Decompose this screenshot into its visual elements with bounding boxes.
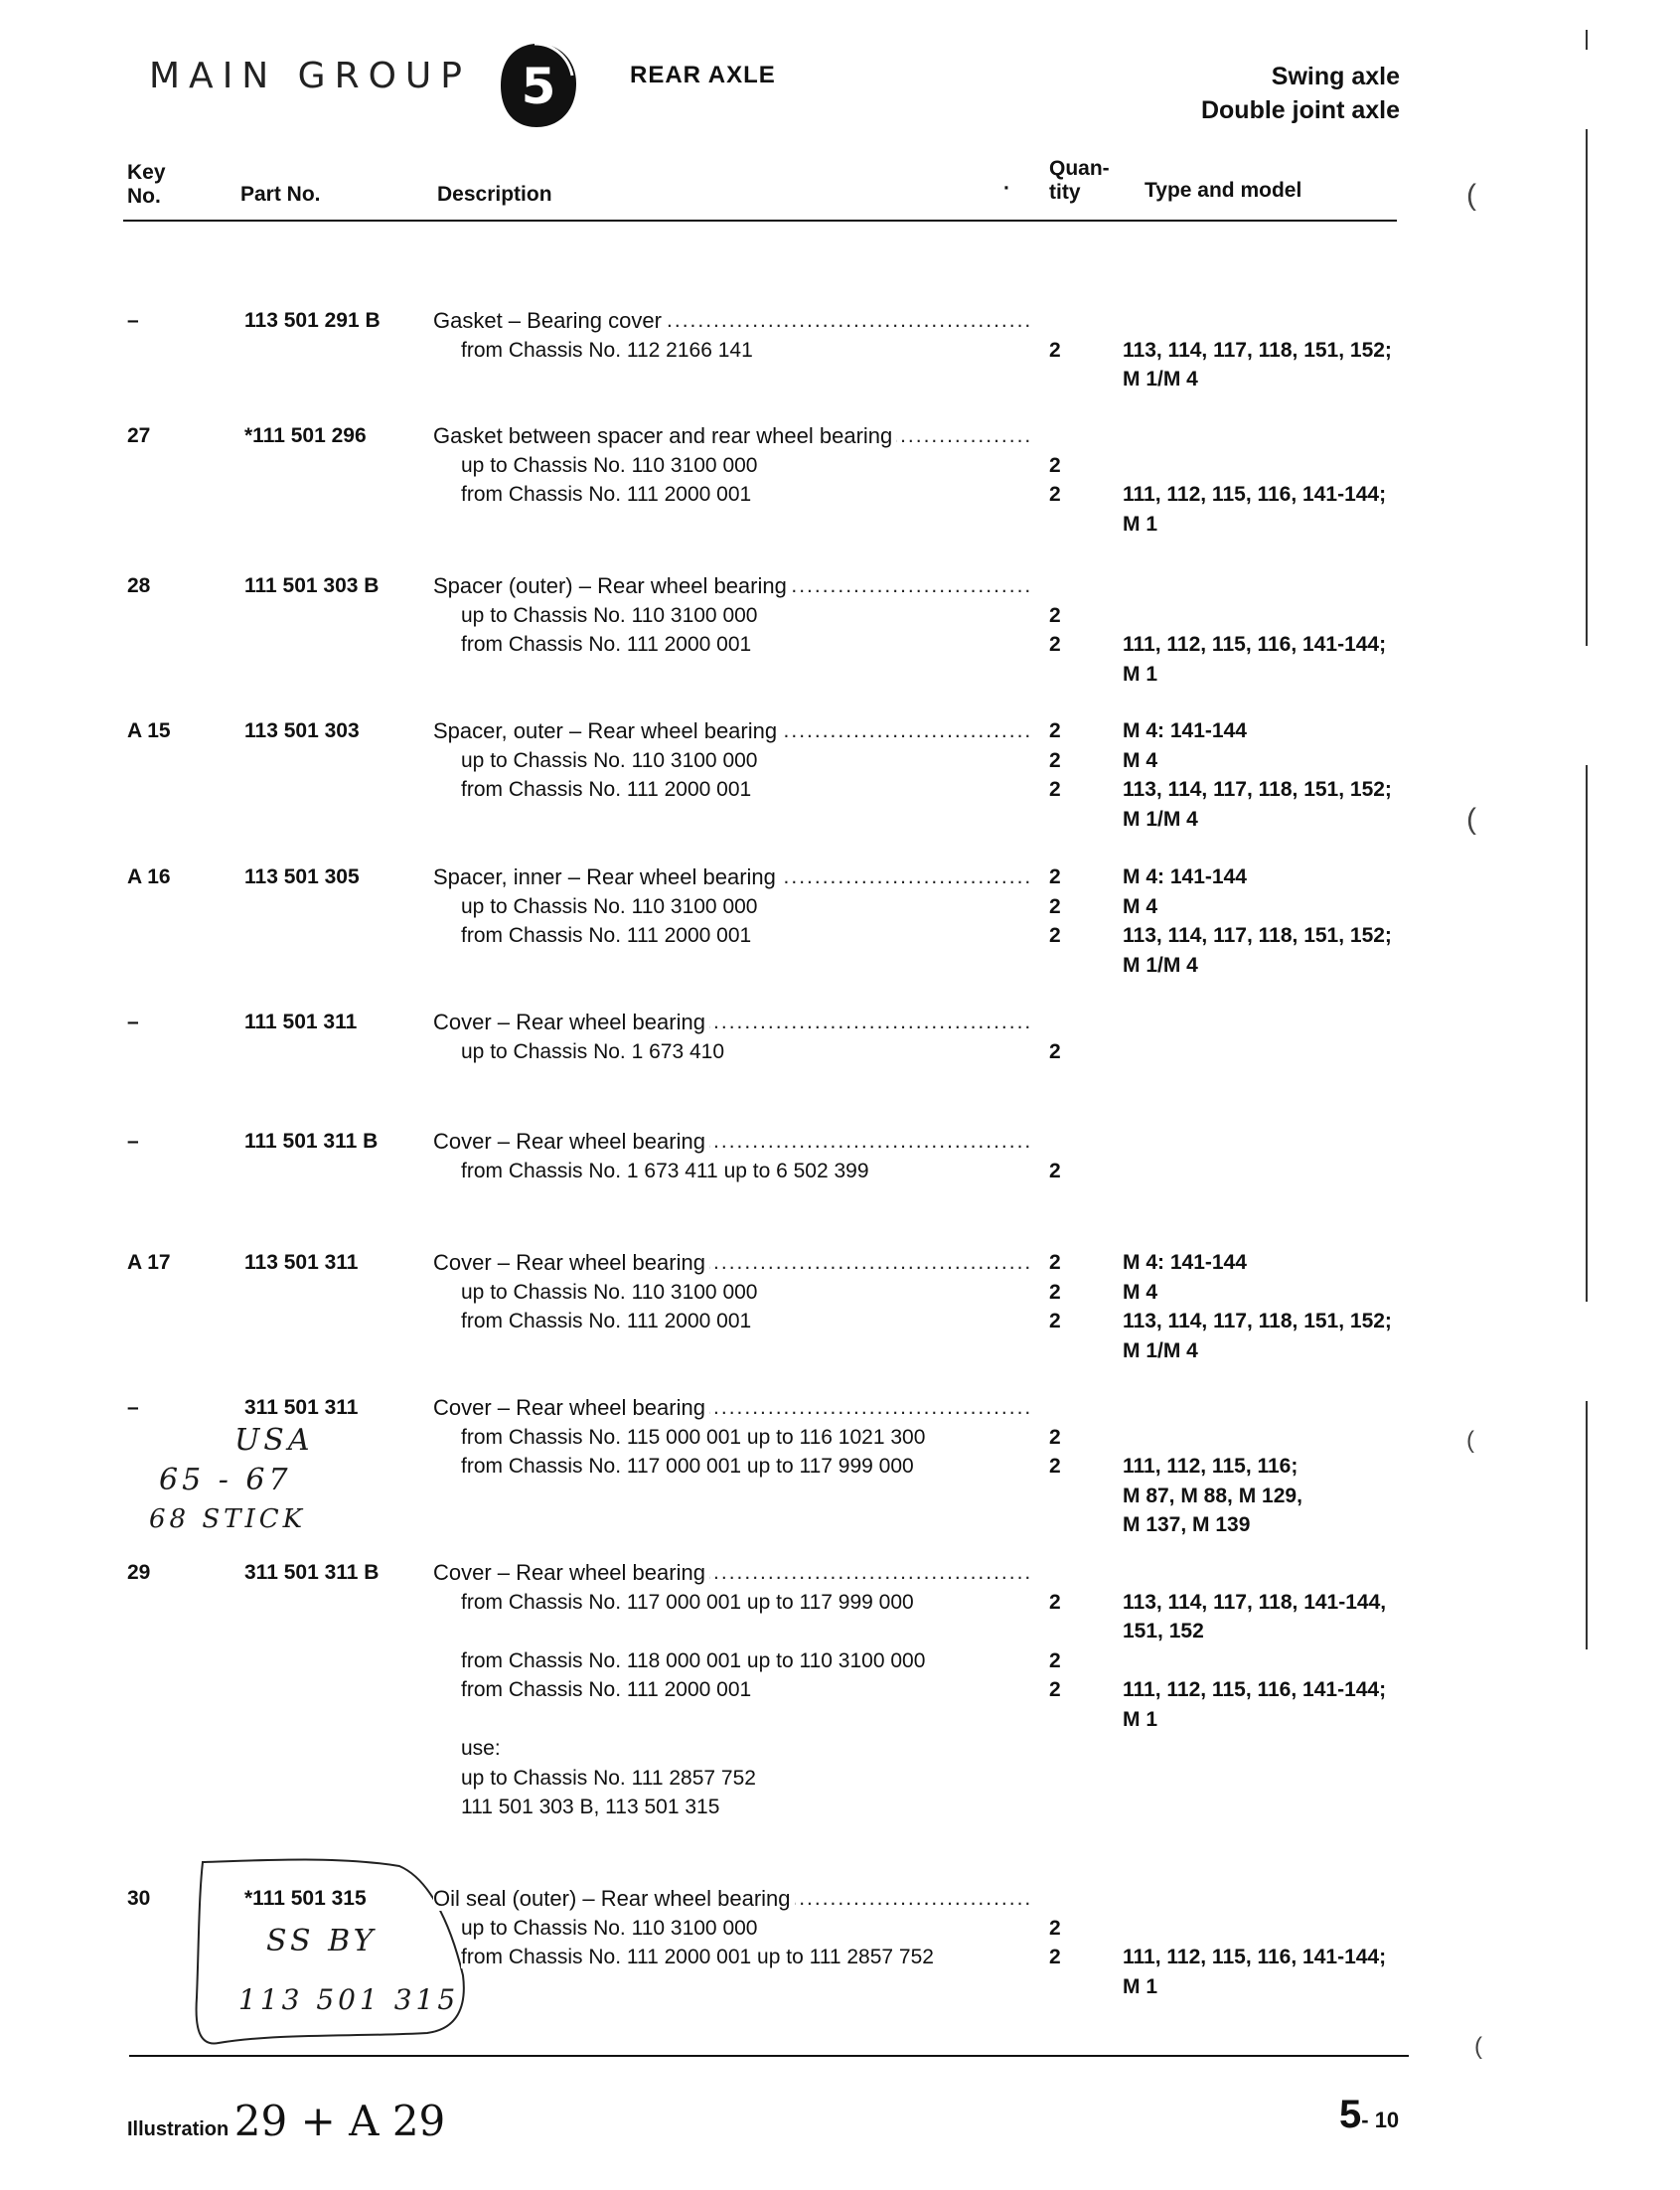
type-value: M 1/M 4 bbox=[1123, 368, 1198, 391]
part-number: 113 501 305 bbox=[244, 865, 360, 888]
description bbox=[433, 862, 1029, 951]
type-and-model bbox=[1123, 716, 1451, 834]
type-value bbox=[1123, 601, 1451, 631]
header-rule bbox=[123, 220, 1397, 222]
type-value: M 137, M 139 bbox=[1123, 1513, 1251, 1536]
type-value bbox=[1123, 421, 1451, 451]
type-value: M 4 bbox=[1123, 748, 1158, 772]
description-line: from Chassis No. 111 2000 001 bbox=[433, 921, 1029, 951]
quantity-value: 2 bbox=[1049, 453, 1061, 477]
description bbox=[433, 1127, 1029, 1185]
description-title: Cover – Rear wheel bearing ..... bbox=[433, 1248, 1029, 1278]
quantity-value bbox=[1049, 1558, 1061, 1588]
key-number: 29 bbox=[127, 1561, 151, 1584]
footer-rule bbox=[129, 2055, 1409, 2057]
description-line: from Chassis No. 111 2000 001 bbox=[433, 1307, 1029, 1336]
quantity-value: 2 bbox=[1049, 924, 1061, 947]
group-number-badge bbox=[495, 40, 580, 131]
type-value: 111, 112, 115, 116, 141-144; bbox=[1123, 1946, 1387, 1968]
handwritten-note-years: 65 - 67 bbox=[159, 1463, 292, 1497]
description-line: up to Chassis No. 110 3100 000 bbox=[433, 892, 1029, 922]
part-number: 113 501 303 bbox=[244, 719, 360, 742]
type-and-model bbox=[1123, 306, 1451, 394]
quantity bbox=[1049, 421, 1061, 510]
quantity-value: 2 bbox=[1049, 338, 1061, 362]
key-number: 27 bbox=[127, 424, 151, 447]
type-value bbox=[1123, 1884, 1451, 1914]
description-line: from Chassis No. 111 2000 001 bbox=[433, 630, 1029, 660]
type-value bbox=[1123, 1914, 1451, 1944]
quantity-value: 2 bbox=[1049, 778, 1061, 801]
quantity bbox=[1049, 1127, 1061, 1185]
key-number: 28 bbox=[127, 574, 151, 597]
description-line: up to Chassis No. 110 3100 000 bbox=[433, 601, 1029, 631]
quantity-value: 2 bbox=[1049, 1310, 1061, 1332]
description-title: Spacer, outer – Rear wheel bearing ..... bbox=[433, 716, 1029, 746]
margin-mark: ( bbox=[1466, 803, 1476, 836]
type-value: M 1 bbox=[1123, 1707, 1158, 1731]
description-title: Oil seal (outer) – Rear wheel bearing ..... bbox=[433, 1884, 1029, 1914]
handwritten-note-ss-by: SS BY bbox=[266, 1924, 378, 1958]
type-and-model bbox=[1123, 1558, 1451, 1734]
description-line: up to Chassis No. 111 2857 752 bbox=[433, 1764, 1029, 1794]
type-value bbox=[1123, 571, 1451, 601]
quantity bbox=[1049, 862, 1061, 951]
part-number: 113 501 291 B bbox=[244, 309, 381, 332]
key-number: A 15 bbox=[127, 719, 171, 742]
column-header-description: Description bbox=[437, 183, 552, 206]
handwritten-note-usa: USA bbox=[234, 1423, 314, 1458]
margin-mark bbox=[1586, 765, 1588, 1302]
type-value: 113, 114, 117, 118, 141-144, bbox=[1123, 1590, 1387, 1614]
description bbox=[433, 1008, 1029, 1066]
key-number: – bbox=[127, 1011, 139, 1033]
quantity-value bbox=[1049, 306, 1061, 336]
margin-mark bbox=[1586, 1401, 1588, 1649]
quantity-value: 2 bbox=[1049, 748, 1061, 772]
description-line: from Chassis No. 117 000 001 up to 117 999 000 bbox=[433, 1588, 1029, 1618]
axle-types bbox=[1201, 60, 1400, 127]
quantity-value bbox=[1049, 421, 1061, 451]
description-title: Spacer, inner – Rear wheel bearing ..... bbox=[433, 862, 1029, 892]
column-header-key: Key No. bbox=[127, 161, 166, 208]
type-and-model bbox=[1123, 862, 1451, 980]
column-header-type: Type and model bbox=[1145, 179, 1302, 202]
description-line: up to Chassis No. 110 3100 000 bbox=[433, 1914, 1029, 1944]
type-value: 113, 114, 117, 118, 151, 152; bbox=[1123, 338, 1392, 362]
description-line: from Chassis No. 111 2000 001 bbox=[433, 480, 1029, 510]
quantity-value: 2 bbox=[1049, 1159, 1061, 1182]
quantity-value bbox=[1049, 1008, 1061, 1037]
quantity-value: 2 bbox=[1049, 1280, 1061, 1304]
handwritten-note-stick: 68 STICK bbox=[149, 1504, 307, 1534]
type-value: M 4 bbox=[1123, 1280, 1158, 1304]
quantity bbox=[1049, 1393, 1061, 1482]
quantity-value: 2 bbox=[1049, 1251, 1061, 1274]
part-number: 111 501 311 B bbox=[244, 1130, 379, 1153]
type-value: 113, 114, 117, 118, 151, 152; bbox=[1123, 924, 1392, 947]
quantity bbox=[1049, 716, 1061, 805]
margin-mark: ( bbox=[1474, 2033, 1482, 2060]
type-value: 151, 152 bbox=[1123, 1620, 1204, 1642]
type-value: M 87, M 88, M 129, bbox=[1123, 1484, 1302, 1507]
description-line: up to Chassis No. 110 3100 000 bbox=[433, 1278, 1029, 1308]
type-value: 111, 112, 115, 116, 141-144; bbox=[1123, 483, 1387, 506]
description-title: Cover – Rear wheel bearing ..... bbox=[433, 1393, 1029, 1423]
description bbox=[433, 1393, 1029, 1482]
description-title: Cover – Rear wheel bearing ..... bbox=[433, 1008, 1029, 1037]
description-line: 111 501 303 B, 113 501 315 bbox=[433, 1793, 1029, 1822]
description-line: from Chassis No. 118 000 001 up to 110 3100 000 bbox=[433, 1646, 1029, 1676]
axle-type-double-joint: Double joint axle bbox=[1200, 96, 1400, 124]
quantity-value: 2 bbox=[1049, 633, 1061, 656]
part-number: *111 501 315 bbox=[244, 1887, 367, 1910]
quantity-value bbox=[1049, 1127, 1061, 1157]
type-value: M 1/M 4 bbox=[1123, 1338, 1198, 1362]
key-number: – bbox=[127, 309, 139, 332]
axle-type-swing: Swing axle bbox=[1271, 63, 1400, 90]
description-line: from Chassis No. 117 000 001 up to 117 999 000 bbox=[433, 1452, 1029, 1482]
description-line: from Chassis No. 111 2000 001 bbox=[433, 775, 1029, 805]
type-value: 111, 112, 115, 116; bbox=[1123, 1455, 1298, 1478]
key-number: A 17 bbox=[127, 1251, 171, 1274]
description-line: from Chassis No. 115 000 001 up to 116 1021 300 bbox=[433, 1423, 1029, 1453]
type-value bbox=[1123, 1393, 1451, 1423]
quantity-value bbox=[1049, 1617, 1061, 1646]
type-and-model bbox=[1123, 571, 1451, 689]
description bbox=[433, 1558, 1029, 1822]
quantity bbox=[1049, 306, 1061, 365]
illustration-reference: Illustration 29 + A 29 bbox=[127, 2097, 446, 2145]
type-value: 111, 112, 115, 116, 141-144; bbox=[1123, 633, 1387, 656]
description-line bbox=[433, 1617, 1029, 1646]
quantity-value: 2 bbox=[1049, 1648, 1061, 1672]
description-line: from Chassis No. 111 2000 001 up to 111 2857 752 bbox=[433, 1943, 1029, 1972]
type-value: M 1/M 4 bbox=[1123, 807, 1198, 831]
header-tick-mark: · bbox=[1003, 177, 1010, 200]
part-number: *111 501 296 bbox=[244, 424, 367, 447]
description-title: Spacer (outer) – Rear wheel bearing ..... bbox=[433, 571, 1029, 601]
page-number: 5- 10 bbox=[1339, 2093, 1400, 2136]
margin-mark: ( bbox=[1466, 179, 1476, 212]
type-and-model bbox=[1123, 1884, 1451, 2001]
quantity-value: 2 bbox=[1049, 1039, 1061, 1063]
quantity-value bbox=[1049, 1884, 1061, 1914]
type-value: 113, 114, 117, 118, 151, 152; bbox=[1123, 1310, 1392, 1332]
description-title: Cover – Rear wheel bearing ..... bbox=[433, 1558, 1029, 1588]
type-and-model bbox=[1123, 1248, 1451, 1365]
description-line: from Chassis No. 111 2000 001 bbox=[433, 1675, 1029, 1705]
description bbox=[433, 306, 1029, 365]
description bbox=[433, 1248, 1029, 1336]
quantity-value: 2 bbox=[1049, 603, 1061, 627]
quantity bbox=[1049, 571, 1061, 660]
quantity-value bbox=[1049, 571, 1061, 601]
column-header-part: Part No. bbox=[240, 183, 321, 206]
type-value: M 4 bbox=[1123, 894, 1158, 918]
type-and-model bbox=[1123, 1393, 1451, 1540]
type-and-model bbox=[1123, 421, 1451, 539]
type-value: M 1 bbox=[1123, 512, 1158, 536]
quantity-value: 2 bbox=[1049, 719, 1061, 742]
description bbox=[433, 716, 1029, 805]
key-number: – bbox=[127, 1396, 139, 1419]
handwritten-note-part: 113 501 315 bbox=[238, 1983, 460, 2016]
quantity-value bbox=[1049, 1393, 1061, 1423]
type-value: M 1 bbox=[1123, 662, 1158, 686]
quantity bbox=[1049, 1248, 1061, 1336]
column-header-quantity: Quan- tity bbox=[1049, 157, 1110, 204]
quantity-value: 2 bbox=[1049, 1946, 1061, 1968]
quantity-value: 2 bbox=[1049, 1590, 1061, 1614]
description bbox=[433, 571, 1029, 660]
key-number: 30 bbox=[127, 1887, 151, 1910]
margin-mark: ( bbox=[1466, 1427, 1474, 1454]
main-group-title: MAIN GROUP bbox=[149, 56, 471, 96]
description bbox=[433, 1884, 1029, 1972]
type-value bbox=[1123, 1423, 1451, 1453]
description-line: from Chassis No. 1 673 411 up to 6 502 399 bbox=[433, 1157, 1029, 1186]
description-line bbox=[433, 1705, 1029, 1735]
type-value: M 4: 141-144 bbox=[1123, 719, 1247, 742]
quantity-value: 2 bbox=[1049, 1425, 1061, 1449]
type-value bbox=[1123, 451, 1451, 481]
type-value: 113, 114, 117, 118, 151, 152; bbox=[1123, 778, 1392, 801]
description-line: from Chassis No. 112 2166 141 bbox=[433, 336, 1029, 366]
section-title: REAR AXLE bbox=[630, 62, 776, 88]
type-value: M 1 bbox=[1123, 1974, 1158, 1998]
key-number: A 16 bbox=[127, 865, 171, 888]
quantity bbox=[1049, 1008, 1061, 1066]
description-title: Gasket between spacer and rear wheel bearing ..... bbox=[433, 421, 1029, 451]
quantity bbox=[1049, 1558, 1061, 1705]
quantity-value: 2 bbox=[1049, 1916, 1061, 1940]
quantity-value: 2 bbox=[1049, 894, 1061, 918]
type-value: M 4: 141-144 bbox=[1123, 865, 1247, 888]
description-line: up to Chassis No. 1 673 410 bbox=[433, 1037, 1029, 1067]
part-number: 311 501 311 bbox=[244, 1396, 359, 1419]
type-value: 111, 112, 115, 116, 141-144; bbox=[1123, 1678, 1387, 1701]
svg-text:5: 5 bbox=[521, 58, 556, 115]
description-line: up to Chassis No. 110 3100 000 bbox=[433, 746, 1029, 776]
description-line: use: bbox=[433, 1734, 1029, 1764]
type-value bbox=[1123, 1558, 1451, 1588]
margin-mark bbox=[1586, 129, 1588, 646]
type-value bbox=[1123, 1646, 1451, 1676]
type-value: M 4: 141-144 bbox=[1123, 1251, 1247, 1274]
part-number: 111 501 303 B bbox=[244, 574, 380, 597]
description-title: Gasket – Bearing cover ..... bbox=[433, 306, 1029, 336]
part-number: 311 501 311 B bbox=[244, 1561, 380, 1584]
quantity-value: 2 bbox=[1049, 1678, 1061, 1701]
description-line: up to Chassis No. 110 3100 000 bbox=[433, 451, 1029, 481]
margin-mark bbox=[1586, 30, 1588, 50]
key-number: – bbox=[127, 1130, 139, 1153]
part-number: 113 501 311 bbox=[244, 1251, 359, 1274]
description-title: Cover – Rear wheel bearing ..... bbox=[433, 1127, 1029, 1157]
part-number: 111 501 311 bbox=[244, 1011, 358, 1033]
quantity bbox=[1049, 1884, 1061, 1972]
quantity-value: 2 bbox=[1049, 1455, 1061, 1478]
quantity-value: 2 bbox=[1049, 865, 1061, 888]
description bbox=[433, 421, 1029, 510]
type-value: M 1/M 4 bbox=[1123, 953, 1198, 977]
type-value bbox=[1123, 306, 1451, 336]
quantity-value: 2 bbox=[1049, 483, 1061, 506]
